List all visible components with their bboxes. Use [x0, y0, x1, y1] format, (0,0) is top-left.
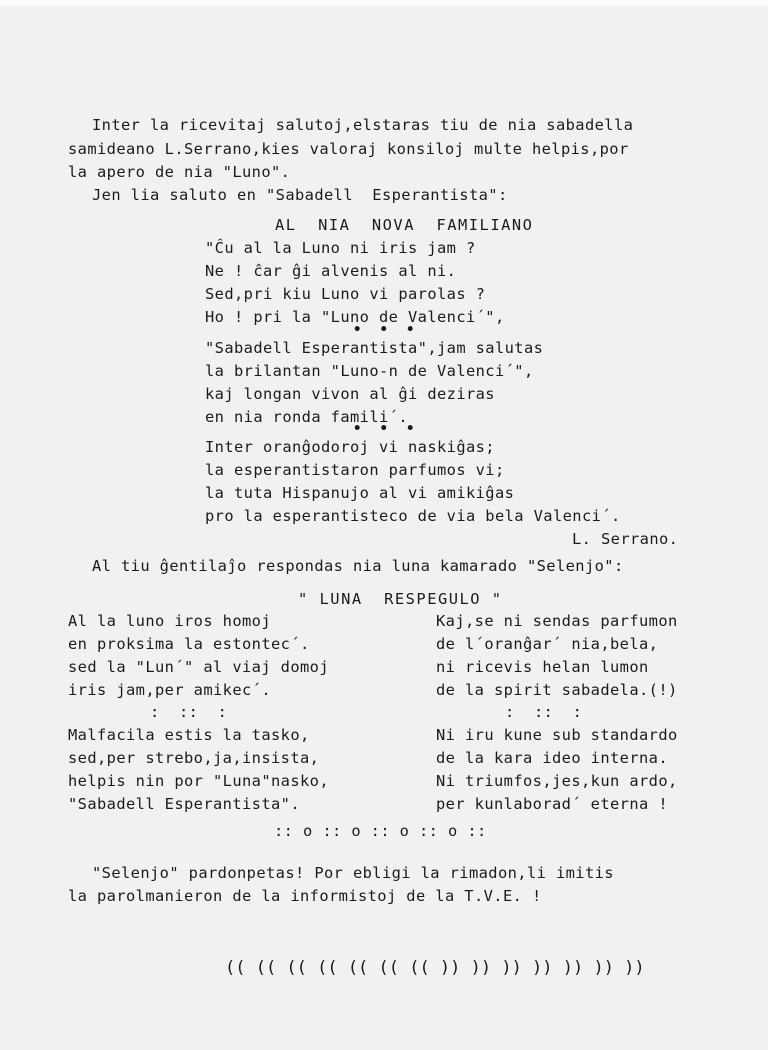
poem1-verse: Ho ! pri la "Luno de Valenci´",: [205, 308, 505, 326]
poem1-verse: en nia ronda famili´.: [205, 408, 408, 426]
closing-line-1: "Selenjo" pardonpetas! Por ebligi la rimadon,li imitis: [92, 864, 614, 882]
poem2-left-verse: Al la luno iros homoj: [68, 612, 271, 630]
poem1-signature: L. Serrano.: [572, 530, 679, 548]
poem1-verse: "Ĉu al la Luno ni iris jam ?: [205, 239, 476, 257]
intro-line-1: Inter la ricevitaj salutoj,elstaras tiu de nia sabadella: [92, 116, 634, 134]
poem1-verse: la tuta Hispanujo al vi amikiĝas: [205, 484, 515, 502]
poem2-left-verse: helpis nin por "Luna"nasko,: [68, 772, 329, 790]
poem2-right-verse: per kunlaborad´ eterna !: [436, 795, 668, 813]
poem2-title: " LUNA RESPEGULO ": [298, 590, 503, 608]
page-edge: [0, 0, 768, 6]
poem1-verse: "Sabadell Esperantista",jam salutas: [205, 339, 544, 357]
poem1-verse: kaj longan vivon al ĝi deziras: [205, 385, 495, 403]
poem1-verse: Ne ! ĉar ĝi alvenis al ni.: [205, 262, 457, 280]
poem2-left-verse: en proksima la estontec´.: [68, 635, 310, 653]
poem2-right-verse: de la kara ideo interna.: [436, 749, 668, 767]
poem2-left-verse: iris jam,per amikec´.: [68, 681, 271, 699]
poem2-left-verse: sed,per strebo,ja,insista,: [68, 749, 320, 767]
poem2-left-verse: "Sabadell Esperantista".: [68, 795, 300, 813]
transition-line: Al tiu ĝentilaĵo respondas nia luna kamarado "Selenjo":: [92, 557, 624, 575]
poem1-verse: la esperantistaron parfumos vi;: [205, 461, 505, 479]
intro-line-4: Jen lia saluto en "Sabadell Esperantista":: [92, 186, 508, 204]
poem1-verse: Sed,pri kiu Luno vi parolas ?: [205, 285, 486, 303]
poem2-right-separator: : :: :: [505, 703, 583, 721]
poem1-separator: • • •: [353, 322, 415, 338]
poem1-verse: pro la esperantisteco de via bela Valenci´.: [205, 507, 621, 525]
poem2-right-verse: Ni triumfos,jes,kun ardo,: [436, 772, 678, 790]
poem2-left-verse: Malfacila estis la tasko,: [68, 726, 310, 744]
poem2-right-verse: de l´oranĝar´ nia,bela,: [436, 635, 659, 653]
poem2-right-verse: Ni iru kune sub standardo: [436, 726, 678, 744]
intro-line-3: la apero de nia "Luno".: [68, 163, 291, 181]
poem1-separator: • • •: [353, 421, 415, 437]
poem2-left-separator: : :: :: [150, 703, 228, 721]
intro-line-2: samideano L.Serrano,kies valoraj konsiloj multe helpis,por: [68, 140, 629, 158]
poem2-right-verse: ni ricevis helan lumon: [436, 658, 649, 676]
poem2-right-verse: de la spirit sabadela.(!): [436, 681, 678, 699]
section-divider: :: o :: o :: o :: o ::: [274, 822, 487, 840]
ornament-border: (( (( (( (( (( (( (( )) )) )) )) )) )) )): [225, 958, 645, 978]
poem1-verse: la brilantan "Luno-n de Valenci´",: [205, 362, 534, 380]
poem1-title: AL NIA NOVA FAMILIANO: [275, 216, 534, 234]
poem1-verse: Inter oranĝodoroj vi naskiĝas;: [205, 438, 495, 456]
poem2-right-verse: Kaj,se ni sendas parfumon: [436, 612, 678, 630]
closing-line-2: la parolmanieron de la informistoj de la T.V.E. !: [68, 887, 542, 905]
poem2-left-verse: sed la "Lun´" al viaj domoj: [68, 658, 329, 676]
